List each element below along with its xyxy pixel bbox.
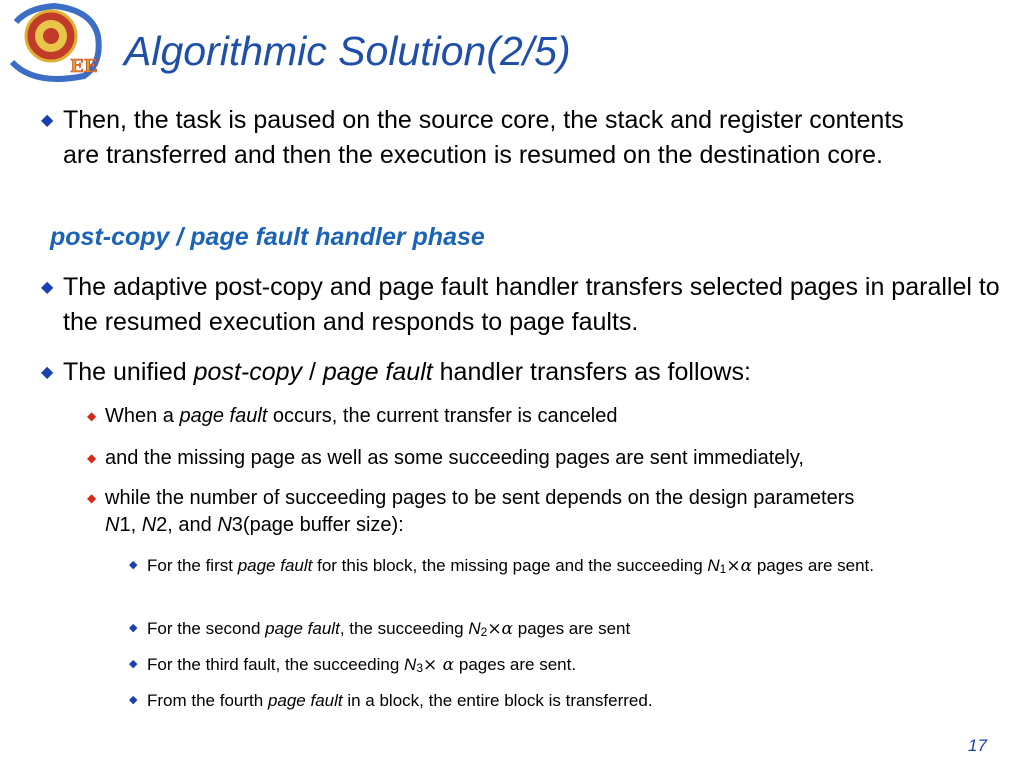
bullet-text: 1,	[119, 514, 142, 536]
subscript: 2	[480, 625, 488, 639]
detail-first-page-fault	[129, 553, 997, 582]
bullet-text: When a	[105, 405, 180, 427]
emphasis-text: page fault	[322, 358, 433, 386]
bullet-text: Then, the task is paused on the source core, the stack and register contents are transferred and then the execution is resumed on the destination core.	[63, 106, 904, 169]
slide-title: Algorithmic Solution(2/5)	[124, 28, 571, 74]
diamond-bullet-icon: ◆	[41, 364, 54, 381]
diamond-bullet-icon: ◆	[129, 658, 138, 670]
sub-bullet-missing-page	[87, 445, 1005, 472]
times-alpha: × α	[423, 655, 455, 675]
bullet-text: /	[302, 358, 323, 386]
parameter-n1: N	[707, 556, 720, 575]
parameter-n3: N	[217, 514, 232, 536]
diamond-bullet-icon: ◆	[129, 622, 138, 634]
sub-bullet-page-fault-cancel	[87, 403, 1005, 430]
university-logo	[4, 2, 108, 88]
emphasis-text: page fault	[267, 691, 343, 710]
bullet-text: The adaptive post-copy and page fault handler transfers selected pages in parallel to the resumed execution and responds to page faults.	[63, 273, 1000, 336]
bullet-text: 3(page buffer size):	[231, 514, 404, 536]
emphasis-text: page fault	[265, 619, 340, 638]
bullet-text: in a block, the entire block is transferred.	[342, 691, 653, 710]
parameter-n2: N	[468, 619, 481, 638]
bullet-text: 2, and	[156, 514, 218, 536]
emphasis-text: page fault	[237, 556, 313, 575]
subscript: 3	[416, 661, 424, 675]
times-alpha: ×α	[487, 619, 514, 639]
phase-heading: post-copy / page fault handler phase	[50, 223, 485, 251]
bullet-adaptive-post-copy	[41, 270, 1003, 340]
bullet-unified-handler	[41, 355, 1003, 390]
bullet-text: For the second	[147, 619, 266, 638]
bullet-text: For the first	[147, 556, 238, 575]
bullet-text: while the number of succeeding pages to be sent depends on the design parameters	[105, 487, 855, 509]
emphasis-text: page fault	[179, 405, 268, 427]
emphasis-text: post-copy	[193, 358, 303, 386]
times-alpha: ×α	[726, 556, 753, 576]
bullet-task-paused	[41, 103, 943, 173]
bullet-text: pages are sent.	[752, 556, 875, 575]
bullet-text: for this block, the missing page and the succeeding	[312, 556, 708, 575]
bullet-text: For the third fault, the succeeding	[147, 655, 405, 674]
parameter-n1: N	[105, 514, 120, 536]
bullet-text: The unified	[63, 358, 194, 386]
logo-text: EE	[70, 56, 98, 77]
diamond-bullet-icon: ◆	[129, 559, 138, 571]
detail-fourth-page-fault	[129, 688, 997, 713]
diamond-bullet-icon: ◆	[41, 279, 54, 296]
diamond-bullet-icon: ◆	[129, 694, 138, 706]
bullet-text: and the missing page as well as some succeeding pages are sent immediately,	[105, 447, 804, 469]
page-number: 17	[968, 736, 987, 755]
bullet-text: handler transfers as follows:	[432, 358, 751, 386]
detail-third-fault	[129, 652, 997, 681]
parameter-n2: N	[141, 514, 157, 536]
bullet-text: pages are sent	[513, 619, 631, 638]
detail-second-page-fault	[129, 616, 997, 645]
bullet-text: pages are sent.	[454, 655, 577, 674]
parameter-n3: N	[404, 655, 417, 674]
bullet-text: From the fourth	[147, 691, 268, 710]
sub-bullet-design-parameters	[87, 485, 1005, 539]
diamond-bullet-icon: ◆	[87, 451, 97, 465]
diamond-bullet-icon: ◆	[87, 409, 97, 423]
subscript: 1	[719, 562, 727, 576]
diamond-bullet-icon: ◆	[41, 112, 54, 129]
bullet-text: , the succeeding	[339, 619, 469, 638]
bullet-text: occurs, the current transfer is canceled	[267, 405, 618, 427]
diamond-bullet-icon: ◆	[87, 491, 97, 505]
